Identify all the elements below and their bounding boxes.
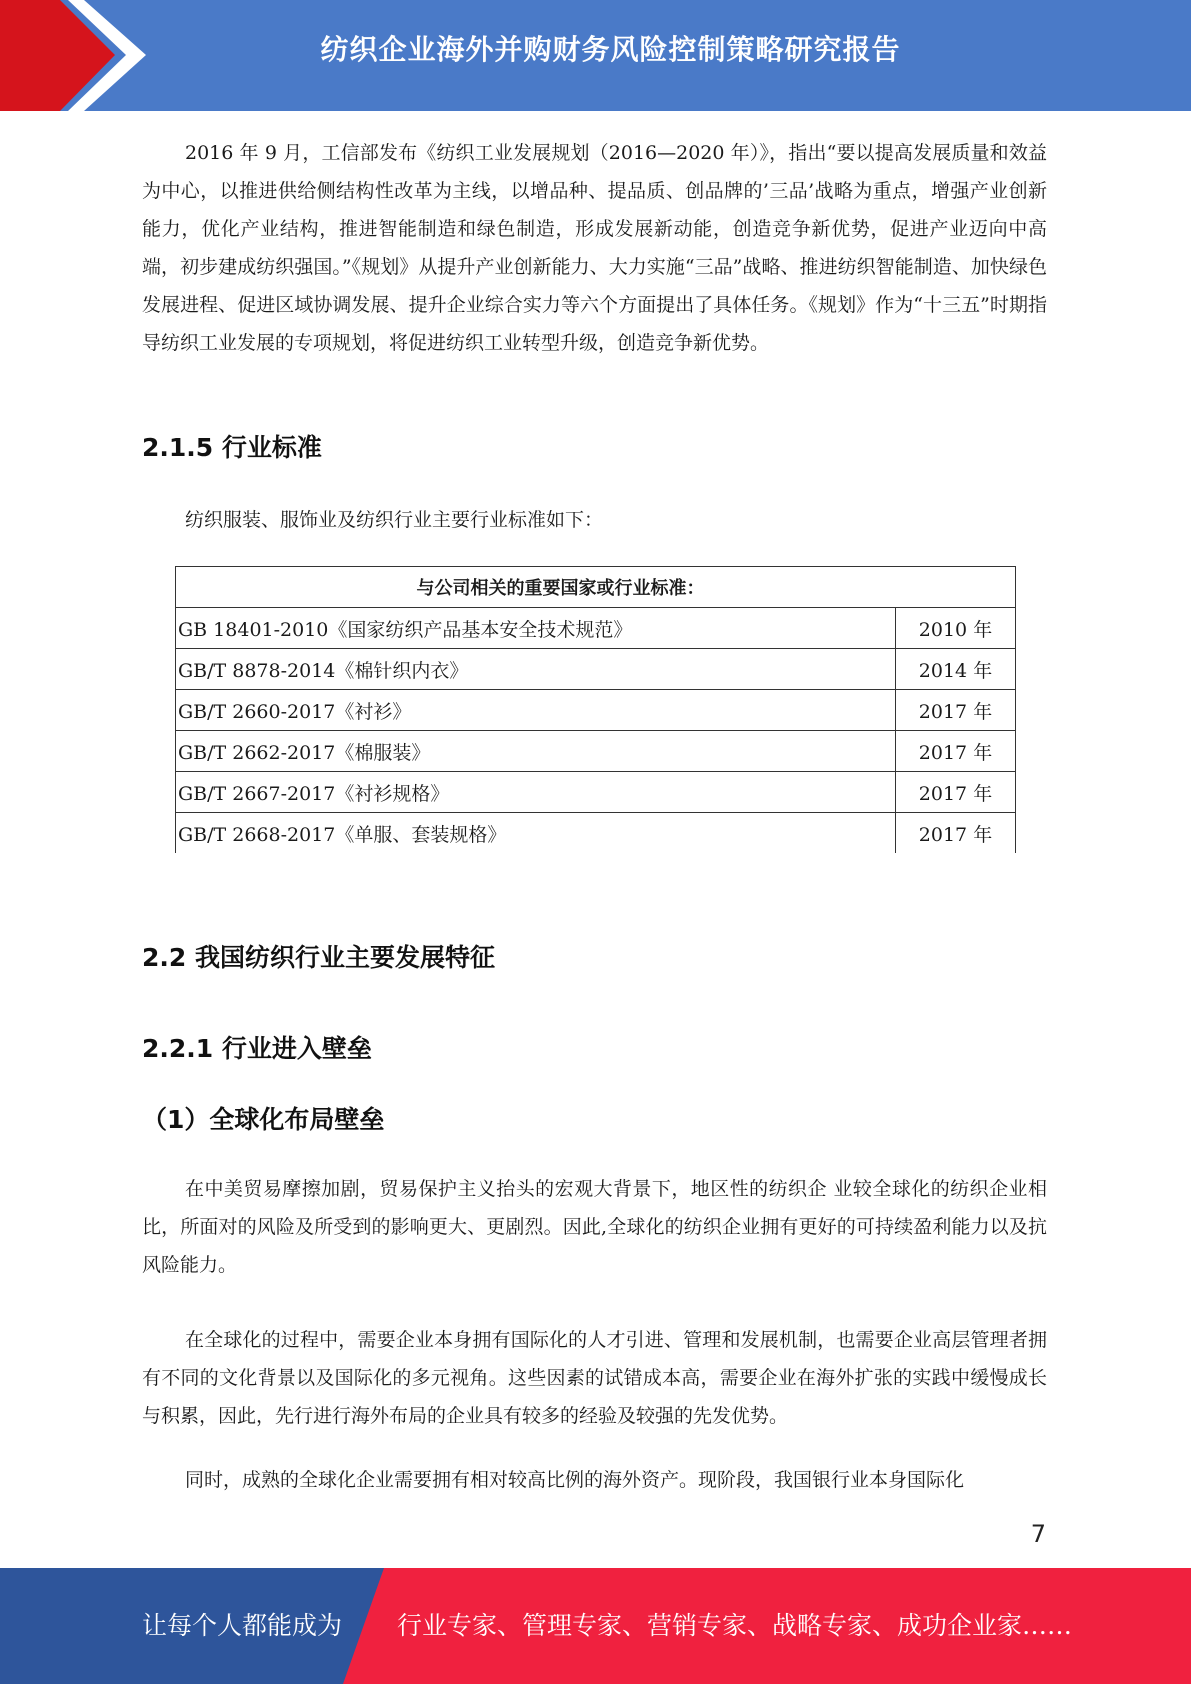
standard-cell: GB 18401-2010《国家纺织产品基本安全技术规范》 [176, 608, 896, 649]
table-row [176, 608, 1016, 649]
standard-cell: GB/T 2668-2017《单服、套装规格》 [176, 813, 896, 854]
section-heading-2-1-5: 2.1.5 行业标准 [142, 433, 322, 462]
year-cell: 2017 年 [896, 813, 1016, 854]
standard-cell: GB/T 2667-2017《衬衫规格》 [176, 772, 896, 813]
body-paragraph: 在中美贸易摩擦加剧，贸易保护主义抬头的宏观大背景下，地区性的纺织企 业较全球化的纺织企业相比，所面对的风险及所受到的影响更大、更剧烈。因此,全球化的纺织企业拥有更好的可持续盈利能力以及抗风险能力。 [142, 1178, 1047, 1276]
table-caption: 与公司相关的重要国家或行业标准： [176, 567, 1016, 608]
section-heading-2-2: 2.2 我国纺织行业主要发展特征 [142, 943, 495, 972]
page-number: 7 [1030, 1520, 1046, 1548]
table-row [176, 772, 1016, 813]
year-cell: 2017 年 [896, 690, 1016, 731]
report-title: 纺织企业海外并购财务风险控制策略研究报告 [320, 33, 901, 66]
footer-slogan-left: 让每个人都能成为 [142, 1611, 343, 1640]
footer-banner [0, 1568, 1191, 1684]
standard-cell: GB/T 2660-2017《衬衫》 [176, 690, 896, 731]
body-paragraph: 在全球化的过程中，需要企业本身拥有国际化的人才引进、管理和发展机制，也需要企业高层管理者拥有不同的文化背景以及国际化的多元视角。这些因素的试错成本高，需要企业在海外扩张的实践中缓慢成长与积累，因此，先行进行海外布局的企业具有较多的经验及较强的先发优势。 [142, 1329, 1047, 1427]
body-paragraph: 同时，成熟的全球化企业需要拥有相对较高比例的海外资产。现阶段，我国银行业本身国际化 [185, 1469, 965, 1491]
year-cell: 2010 年 [896, 608, 1016, 649]
table-row [176, 813, 1016, 854]
standard-cell: GB/T 8878-2014《棉针织内衣》 [176, 649, 896, 690]
standards-intro: 纺织服装、服饰业及纺织行业主要行业标准如下： [185, 509, 604, 531]
intro-paragraph: 2016 年 9 月，工信部发布《纺织工业发展规划（2016—2020 年）》，指出“要以提高发展质量和效益为中心，以推进供给侧结构性改革为主线，以增品种、提品质、创品牌的’三品’战略为重点，增强产业创新能力，优化产业结构，推进智能制造和绿色制造，形成发展新动能，创造竞争新优势，促进产业迈向中高端，初步建成纺织强国。”《规划》从提升产业创新能力、大力实施“三品”战略、推进纺织智能制造、加快绿色发展进程、促进区域协调发展、提升企业综合实力等六个方面提出了具体任务。《规划》作为“十三五”时期指导纺织工业发展的专项规划，将促进纺织工业转型升级，创造竞争新优势。 [142, 142, 1047, 354]
footer-slogan-right: 行业专家、管理专家、营销专家、战略专家、成功企业家…… [397, 1611, 1073, 1640]
table-row [176, 649, 1016, 690]
standard-cell: GB/T 2662-2017《棉服装》 [176, 731, 896, 772]
table-row [176, 731, 1016, 772]
table-row [176, 690, 1016, 731]
year-cell: 2014 年 [896, 649, 1016, 690]
year-cell: 2017 年 [896, 772, 1016, 813]
subsection-heading-globalization: （1）全球化布局壁垒 [142, 1105, 385, 1134]
standards-table [175, 566, 1016, 853]
section-heading-2-2-1: 2.2.1 行业进入壁垒 [142, 1034, 372, 1063]
header-banner [0, 0, 1191, 111]
year-cell: 2017 年 [896, 731, 1016, 772]
